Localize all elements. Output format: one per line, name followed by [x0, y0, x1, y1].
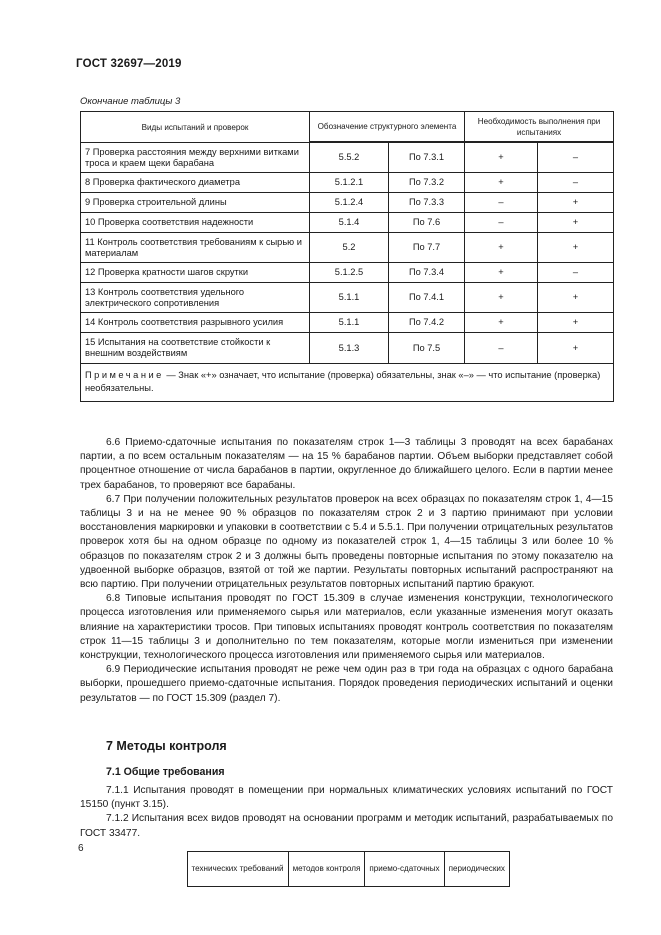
header-periodic: периодических	[444, 851, 509, 886]
tech-requirement-ref: 5.1.1	[310, 313, 389, 333]
section-heading: 7 Методы контроля	[106, 739, 227, 753]
table-caption: Окончание таблицы 3	[80, 96, 181, 107]
table-row	[81, 193, 614, 213]
periodic-mark: +	[538, 283, 614, 313]
periodic-mark: +	[538, 193, 614, 213]
control-method-ref: По 7.7	[389, 233, 465, 263]
paragraph-7-1-2: 7.1.2 Испытания всех видов проводят на основании программ и методик испытаний, разрабатываемых по ГОСТ 33477.	[80, 813, 613, 839]
test-name: 8 Проверка фактического диаметра	[81, 173, 310, 193]
table-row	[81, 173, 614, 193]
control-method-ref: По 7.6	[389, 213, 465, 233]
tech-requirement-ref: 5.1.3	[310, 333, 389, 364]
section-6-text	[80, 436, 613, 706]
control-method-ref: По 7.4.1	[389, 283, 465, 313]
tech-requirement-ref: 5.1.4	[310, 213, 389, 233]
table-subheader-row	[187, 851, 510, 887]
acceptance-mark: +	[465, 263, 538, 283]
control-method-ref: По 7.3.1	[389, 143, 465, 173]
tech-requirement-ref: 5.1.2.5	[310, 263, 389, 283]
table-row	[81, 313, 614, 333]
acceptance-mark: +	[465, 283, 538, 313]
tech-requirement-ref: 5.1.2.1	[310, 173, 389, 193]
test-name: 15 Испытания на соответствие стойкости к внешним воздействиям	[81, 333, 310, 364]
acceptance-mark: –	[465, 193, 538, 213]
test-name: 10 Проверка соответствия надежности	[81, 213, 310, 233]
test-name: 12 Проверка кратности шагов скрутки	[81, 263, 310, 283]
test-name: 7 Проверка расстояния между верхними витками троса и краем щеки барабана	[81, 143, 310, 173]
table-row	[81, 333, 614, 364]
periodic-mark: +	[538, 233, 614, 263]
paragraph-6-7: 6.7 При получении положительных результатов проверок на всех образцах по показателям строк 1, 4—15 таблицы 3 и на не менее 90 % образцов по показателям строк 2 и 3 партию принимают при условии восстановления маркировки и упаковки в соответствии с 5.4 и 5.5.1. При получении отрицательных результатов проверок хотя бы на одном образце по одному из показателей строк 1, 4—15 таблицы 3 или более 10 % образцов по показателям строк 2 и 3 должны быть проведены повторные испытания по этому показателю на удвоенной выборке образцов, взятой от той же партии. Результаты повторных испытаний распространяют на всю партию. При получении отрицательных результатов повторных испытаний партию бракуют.	[80, 493, 613, 591]
control-method-ref: По 7.5	[389, 333, 465, 364]
section-7-text	[80, 784, 613, 841]
page-number: 6	[78, 843, 84, 854]
header-designation: Обозначение структурного элемента	[310, 112, 465, 142]
subsection-heading: 7.1 Общие требования	[106, 766, 225, 778]
paragraph-6-9: 6.9 Периодические испытания проводят не реже чем один раз в три года на образцах с одного барабана выборки, прошедшего приемо-сдаточные испытания. Порядок проведения периодических испытаний и оценки результатов — по ГОСТ 15.309 (раздел 7).	[80, 664, 613, 704]
test-name: 9 Проверка строительной длины	[81, 193, 310, 213]
acceptance-mark: +	[465, 143, 538, 173]
acceptance-mark: +	[465, 233, 538, 263]
periodic-mark: +	[538, 313, 614, 333]
note-text: — Знак «+» означает, что испытание (проверка) обязательны, знак «–» — что испытание (проверка) необязательны.	[85, 370, 601, 393]
tech-requirement-ref: 5.2	[310, 233, 389, 263]
header-acceptance: приемо-сдаточных	[365, 851, 444, 886]
test-name: 11 Контроль соответствия требованиям к сырью и материалам	[81, 233, 310, 263]
document-id: ГОСТ 32697—2019	[76, 58, 182, 70]
acceptance-mark: +	[465, 173, 538, 193]
acceptance-mark: –	[465, 333, 538, 364]
control-method-ref: По 7.3.3	[389, 193, 465, 213]
table-row	[81, 283, 614, 313]
periodic-mark: +	[538, 213, 614, 233]
header-tech-requirements: технических требований	[187, 851, 288, 886]
paragraph-6-8: 6.8 Типовые испытания проводят по ГОСТ 15.309 в случае изменения конструкции, технологического процесса изготовления или применяемого сырья или материалов, если указанные изменения могут оказать влияние на характеристики тросов. При типовых испытаниях проводят контроль соответствия по показателям строк 11—15 таблицы 3 и дополнительно по тем показателям, которые могли измениться при изменении конструкции, технологического процесса изготовления или применяемого сырья или материалов.	[80, 593, 613, 662]
table-row	[81, 263, 614, 283]
table-row	[81, 213, 614, 233]
periodic-mark: –	[538, 143, 614, 173]
acceptance-mark: +	[465, 313, 538, 333]
periodic-mark: +	[538, 333, 614, 364]
table-note-row	[81, 364, 614, 402]
test-name: 13 Контроль соответствия удельного электрического сопротивления	[81, 283, 310, 313]
note-label: Примечание	[85, 370, 164, 380]
periodic-mark: –	[538, 263, 614, 283]
paragraph-6-6: 6.6 Приемо-сдаточные испытания по показателям строк 1—3 таблицы 3 проводят на всех барабанах партии, а по всем остальным показателям — на 15 % барабанов партии. Объем выборки представляет собой процентное отношение от числа барабанов в партии, округленное до ближайшего целого. Если в партии менее трех барабанов, то проверяют все барабаны.	[80, 437, 613, 491]
control-method-ref: По 7.4.2	[389, 313, 465, 333]
control-method-ref: По 7.3.4	[389, 263, 465, 283]
tech-requirement-ref: 5.1.1	[310, 283, 389, 313]
acceptance-mark: –	[465, 213, 538, 233]
test-name: 14 Контроль соответствия разрывного усилия	[81, 313, 310, 333]
table-row	[81, 233, 614, 263]
tech-requirement-ref: 5.1.2.4	[310, 193, 389, 213]
tech-requirement-ref: 5.5.2	[310, 143, 389, 173]
header-necessity: Необходимость выполнения при испытаниях	[465, 112, 614, 142]
header-control-methods: методов контроля	[288, 851, 365, 886]
header-test-types: Виды испытаний и проверок	[81, 112, 310, 143]
table-header-row	[81, 112, 614, 142]
paragraph-7-1-1: 7.1.1 Испытания проводят в помещении при нормальных климатических условиях испытаний по ГОСТ 15150 (пункт 3.15).	[80, 785, 613, 811]
control-method-ref: По 7.3.2	[389, 173, 465, 193]
periodic-mark: –	[538, 173, 614, 193]
table-row	[81, 143, 614, 173]
table-note	[81, 364, 614, 402]
